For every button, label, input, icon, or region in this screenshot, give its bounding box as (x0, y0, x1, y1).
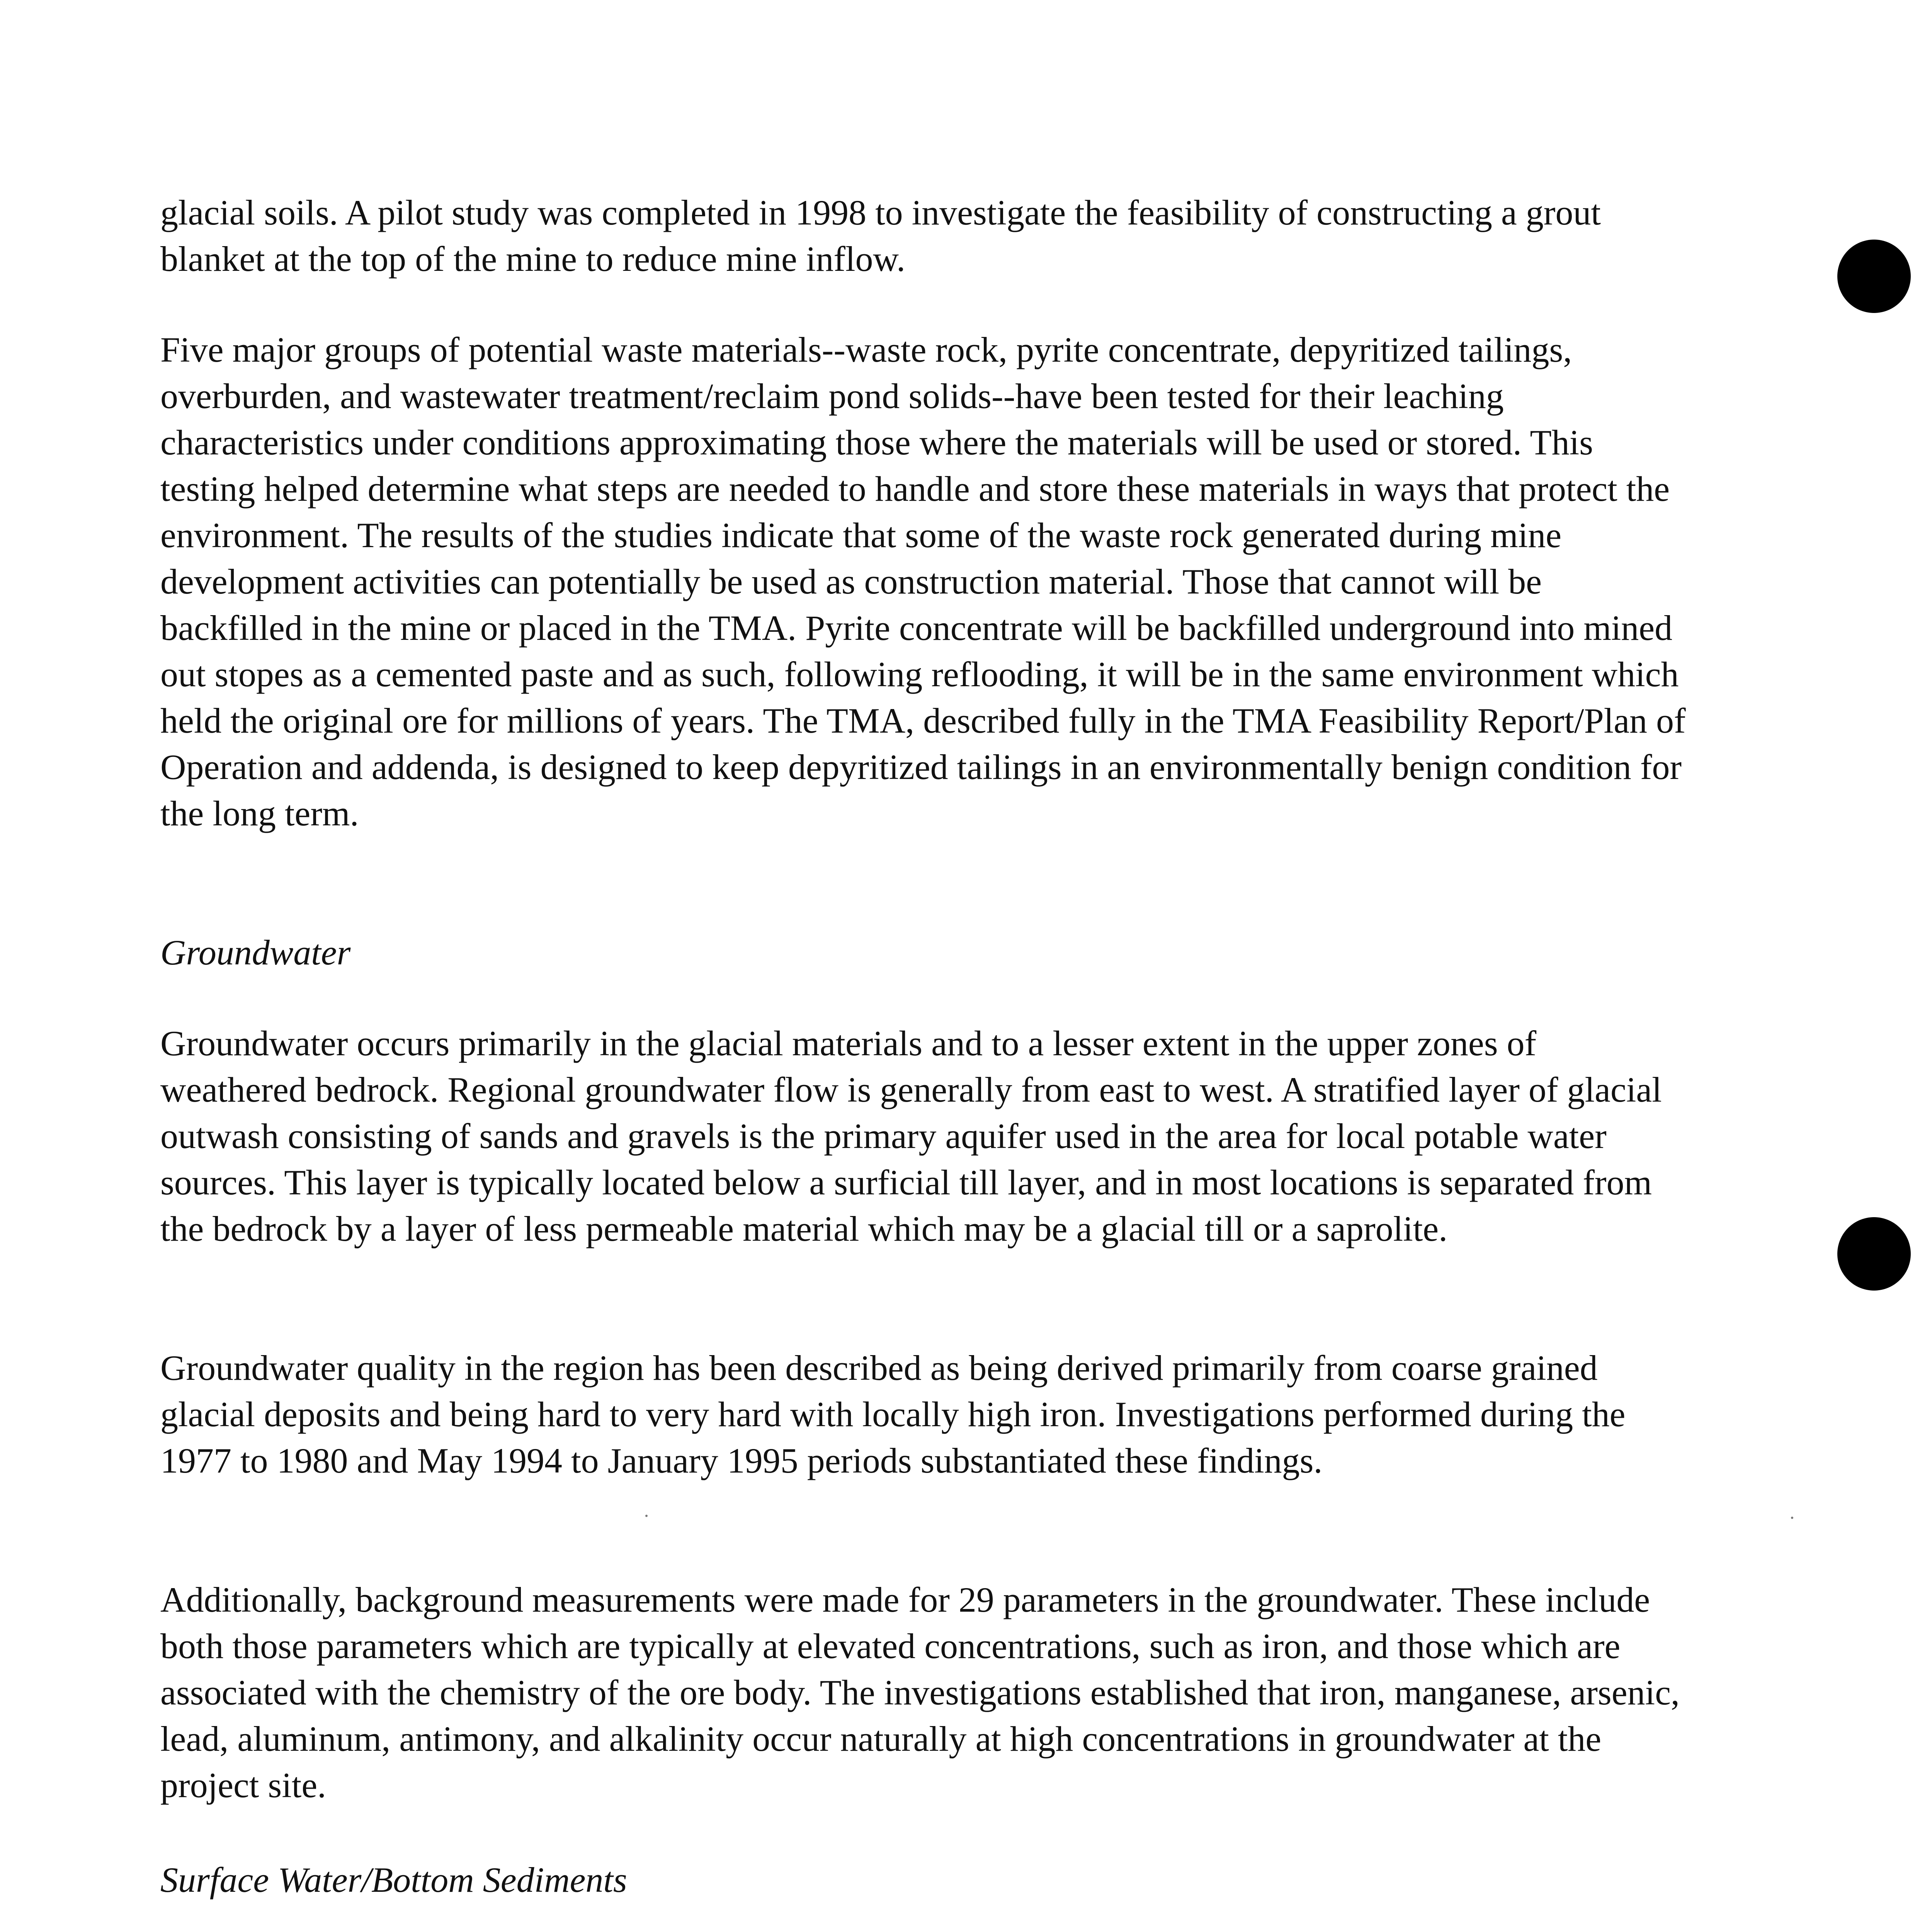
paragraph-text: Five major groups of potential waste materials--waste rock, pyrite concentrate, depyritized tailings, overburden, and wastewater treatment/reclaim pond solids--have been tested for their leaching characteristics under conditions approximating those where the materials will be used or stored. This testing helped determine what steps are needed to handle and store these materials in ways that protect the environment. The results of the studies indicate that some of the waste rock generated during mine development activities can potentially be used as construction material. Those that cannot will be backfilled in the mine or placed in the TMA. Pyrite concentrate will be backfilled underground into mined out stopes as a cemented paste and as such, following reflooding, it will be in the same environment which held the original ore for millions of years. The TMA, described fully in the TMA Feasibility Report/Plan of Operation and addenda, is designed to keep depyritized tailings in an environmentally benign condition for the long term. (160, 330, 1686, 833)
scan-speck (645, 1515, 648, 1517)
paragraph-groundwater-quality (160, 1345, 1690, 1484)
paragraph-text: Groundwater occurs primarily in the glacial materials and to a lesser extent in the upper zones of weathered bedrock. Regional groundwater flow is generally from east to west. A stratified layer of glacial outwash consisting of sands and gravels is the primary aquifer used in the area for local potable water sources. This layer is typically located below a surficial till layer, and in most locations is separated from the bedrock by a layer of less permeable material which may be a glacial till or a saprolite. (160, 1024, 1662, 1248)
paragraph-pilot-study (160, 189, 1690, 282)
paragraph-groundwater-occurrence (160, 1020, 1690, 1252)
paragraph-text: Additionally, background measurements were made for 29 parameters in the groundwater. These include both those parameters which are typically at elevated concentrations, such as iron, and those which are associated with the chemistry of the ore body. The investigations established that iron, manganese, arsenic, lead, aluminum, antimony, and alkalinity occur naturally at high concentrations in groundwater at the project site. (160, 1580, 1680, 1805)
paragraph-waste-materials (160, 327, 1690, 837)
paragraph-background-measurements (160, 1577, 1690, 1808)
scan-speck (1791, 1517, 1793, 1519)
margin-bullet-mark (1837, 1217, 1911, 1291)
margin-bullet-mark (1837, 240, 1911, 313)
paragraph-text: Groundwater quality in the region has been described as being derived primarily from coarse grained glacial deposits and being hard to very hard with locally high iron. Investigations performed during the 1977 to 1980 and May 1994 to January 1995 periods substantiated these findings. (160, 1348, 1626, 1480)
section-heading-surface-water: Surface Water/Bottom Sediments (160, 1860, 627, 1900)
section-heading-groundwater: Groundwater (160, 933, 351, 972)
paragraph-text: glacial soils. A pilot study was completed in 1998 to investigate the feasibility of constructing a grout blanket at the top of the mine to reduce mine inflow. (160, 193, 1601, 279)
